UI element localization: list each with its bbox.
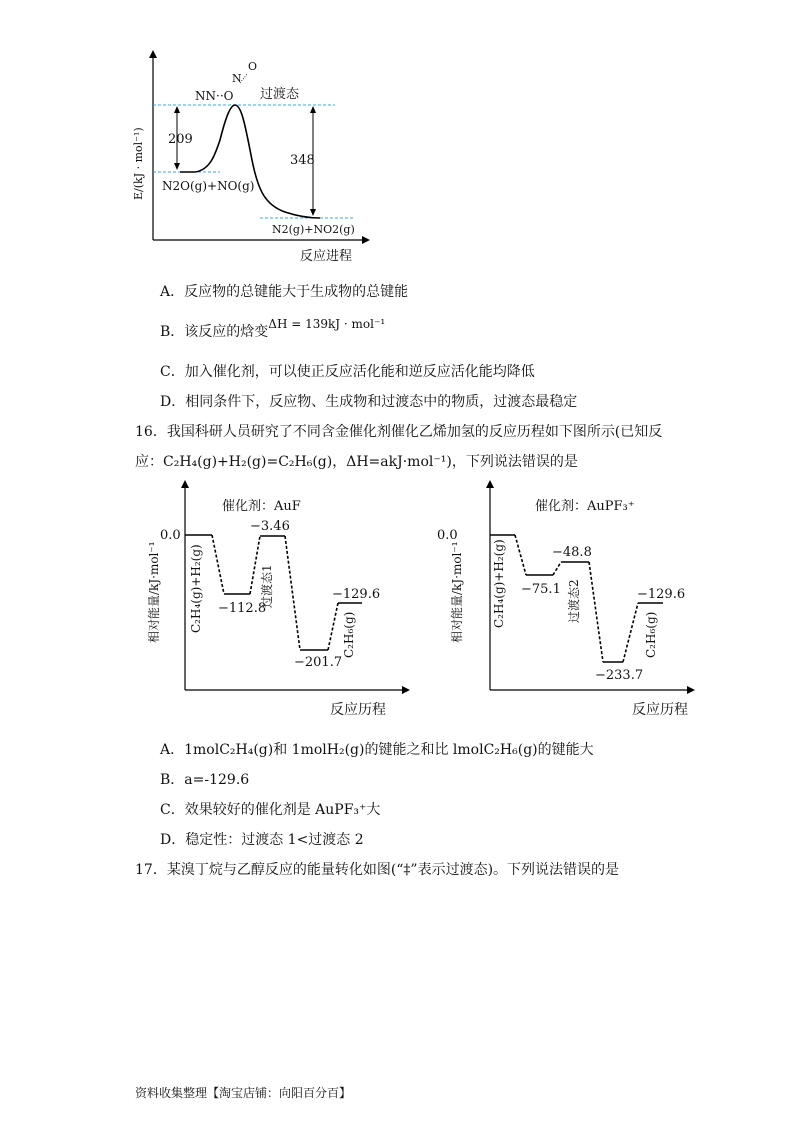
ts-text-label: 过渡态 xyxy=(260,87,300,102)
energy-diagram-n2o xyxy=(120,50,380,270)
y-axis-arrow xyxy=(486,480,494,488)
q15-option-d: D．相同条件下，反应物、生成物和过渡态中的物质，过渡态最稳定 xyxy=(160,394,578,410)
path-3 xyxy=(589,562,603,662)
value-intermediate: −112.8 xyxy=(218,601,267,616)
reactant-label: C₂H₄(g)+H₂(g) xyxy=(189,544,203,633)
path-4 xyxy=(328,603,338,650)
y-axis-label: 相对能量/kJ·mol⁻¹ xyxy=(147,541,161,643)
value-product: −129.6 xyxy=(332,587,381,602)
product-label: C₂H₆(g) xyxy=(644,611,658,658)
x-axis-label: 反应历程 xyxy=(632,702,688,718)
arrowhead-209-bottom xyxy=(174,163,180,170)
path-1 xyxy=(515,535,526,575)
x-axis-arrow xyxy=(402,686,410,694)
value-209: 209 xyxy=(168,132,193,147)
value-intermediate: −75.1 xyxy=(521,582,561,597)
path-2 xyxy=(553,562,561,575)
arrowhead-348-top xyxy=(310,106,316,113)
q16-option-b: B．a=-129.6 xyxy=(160,772,250,788)
molecule-label-o: O xyxy=(248,60,258,73)
q17-stem: 17．某溴丁烷与乙醇反应的能量转化如图(“‡”表示过渡态)。下列说法错误的是 xyxy=(135,862,620,878)
reactant-label: N2O(g)+NO(g) xyxy=(162,179,255,193)
path-1 xyxy=(212,535,224,594)
x-axis-arrow xyxy=(362,236,370,244)
q16-stem-line2: 应：C₂H₄(g)+H₂(g)=C₂H₆(g)，ΔH=akJ·mol⁻¹)，下列说法错误的是 xyxy=(135,454,578,470)
q16-option-d: D．稳定性：过渡态 1<过渡态 2 xyxy=(160,832,364,848)
path-4 xyxy=(623,603,638,662)
value-348: 348 xyxy=(290,153,315,168)
q15-option-b-formula: ΔH = 139kJ · mol⁻¹ xyxy=(268,317,386,331)
ts-label: 过渡态1 xyxy=(260,564,274,608)
q15-option-b xyxy=(160,317,386,342)
catalyst-label: 催化剂：AuPF₃⁺ xyxy=(535,499,635,514)
product-label: N2(g)+NO2(g) xyxy=(272,223,355,236)
ts-molecule-label: NN··O xyxy=(195,89,234,103)
energy-chart-aupf3 xyxy=(437,478,705,723)
x-axis-arrow xyxy=(687,686,695,694)
value-0: 0.0 xyxy=(160,528,181,543)
q15-option-b-text: B．该反应的焓变 xyxy=(160,324,269,340)
value-ts2: −48.8 xyxy=(552,545,592,560)
reactant-label: C₂H₄(g)+H₂(g) xyxy=(492,539,506,628)
x-axis-label: 反应进程 xyxy=(300,249,353,264)
value-low: −201.7 xyxy=(294,655,343,670)
value-ts1: −3.46 xyxy=(250,519,290,534)
catalyst-label: 催化剂：AuF xyxy=(222,499,301,514)
q16-option-a: A．1molC₂H₄(g)和 1molH₂(g)的键能之和比 lmolC₂H₆(g)的键能大 xyxy=(160,742,594,758)
ts-label: 过渡态2 xyxy=(567,579,581,623)
q15-option-c: C．加入催化剂，可以使正反应活化能和逆反应活化能均降低 xyxy=(160,364,535,380)
arrowhead-209-top xyxy=(174,106,180,113)
value-0: 0.0 xyxy=(437,528,458,543)
product-label: C₂H₆(g) xyxy=(342,611,356,658)
energy-chart-auf xyxy=(140,478,420,723)
arrowhead-348-bottom xyxy=(310,209,316,216)
q16-option-c: C．效果较好的催化剂是 AuPF₃⁺大 xyxy=(160,802,381,818)
y-axis-label: 相对能量/kJ·mol⁻¹ xyxy=(450,541,464,643)
q15-option-a: A．反应物的总键能大于生成物的总键能 xyxy=(160,284,409,300)
x-axis-label: 反应历程 xyxy=(330,702,386,718)
value-product: −129.6 xyxy=(637,587,686,602)
y-axis-arrow xyxy=(149,50,157,58)
y-axis-arrow xyxy=(181,480,189,488)
y-axis-label: E/(kJ · mol⁻¹) xyxy=(132,127,145,200)
value-low: −233.7 xyxy=(595,668,644,683)
molecule-label-n: N xyxy=(232,72,242,85)
q16-stem-line1: 16．我国科研人员研究了不同含金催化剂催化乙烯加氢的反应历程如下图所示(已知反 xyxy=(135,424,663,440)
page-footer: 资料收集整理【淘宝店铺：向阳百分百】 xyxy=(135,1086,352,1100)
path-3 xyxy=(285,536,300,650)
path-2 xyxy=(250,536,260,594)
